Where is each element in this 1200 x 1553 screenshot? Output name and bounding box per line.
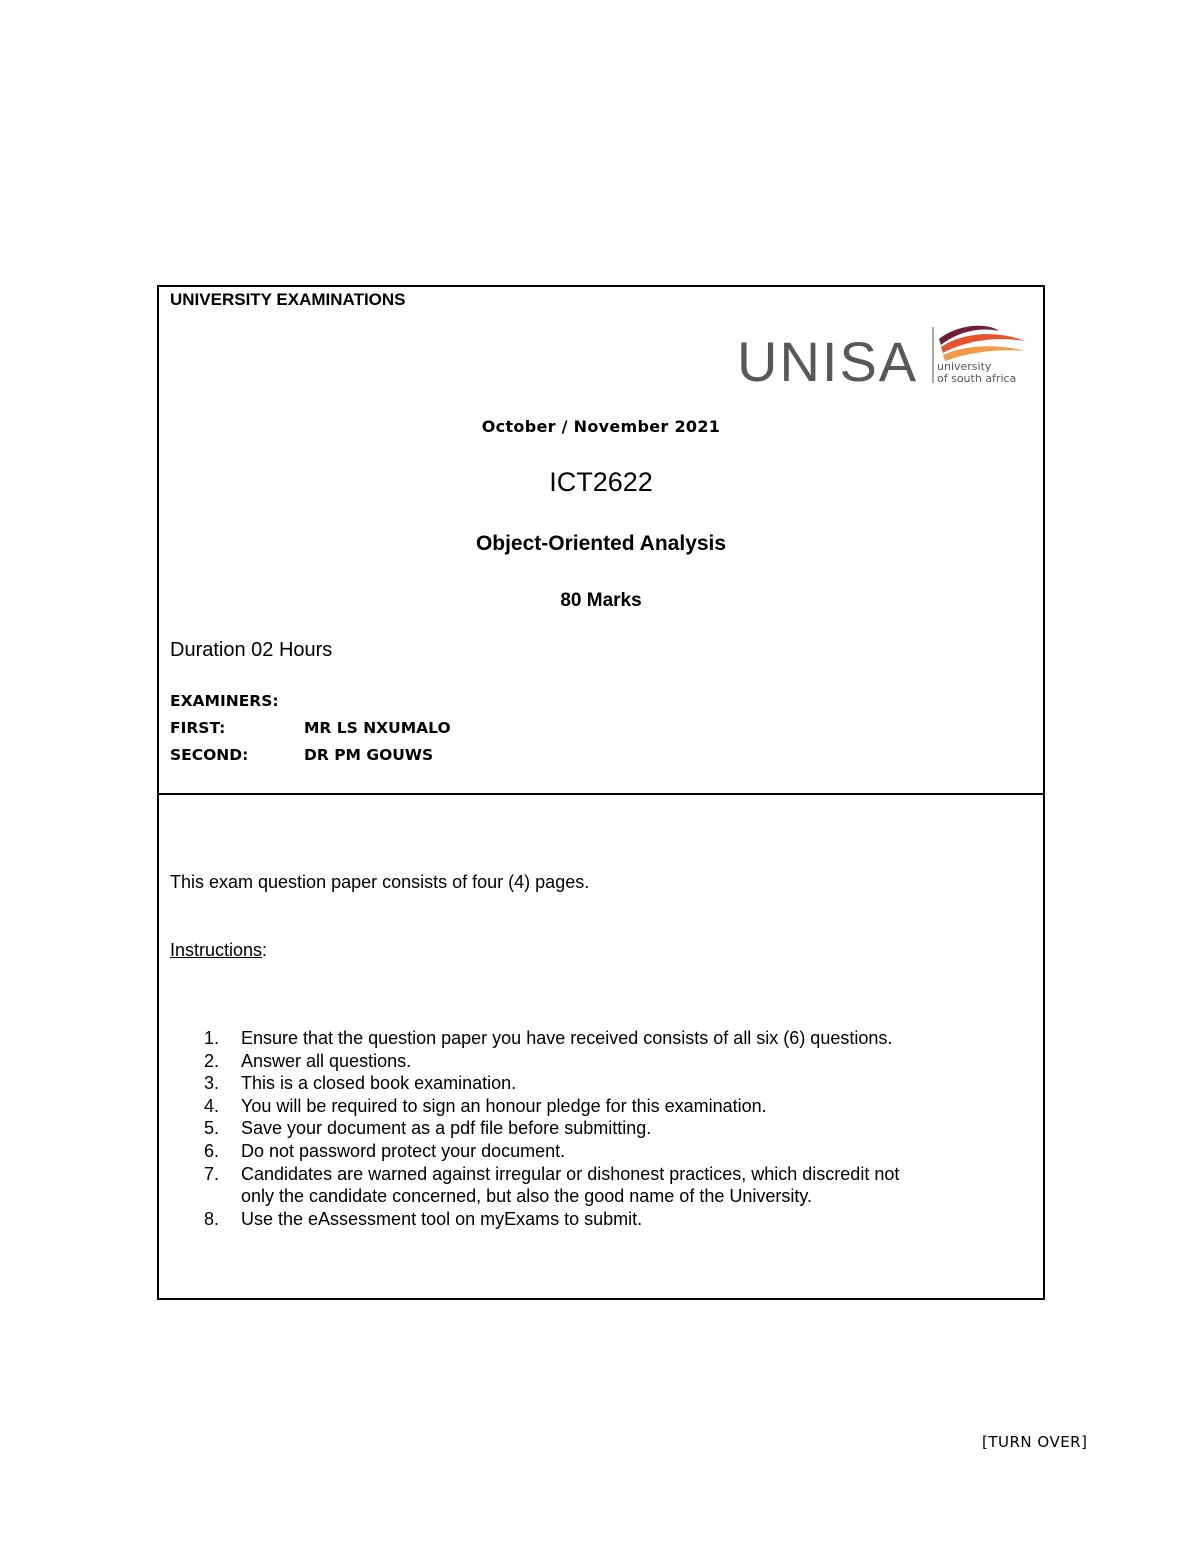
cover-header-section [159,287,1043,795]
instructions-heading-text: Instructions [170,940,263,960]
list-item-number: 5. [204,1118,220,1139]
flame-light-icon [943,346,1025,361]
list-item-text: This is a closed book examination. [241,1073,517,1094]
second-examiner-label: SECOND: [170,746,249,764]
total-marks: 80 Marks [560,590,642,611]
module-code: ICT2622 [549,467,653,497]
unisa-logo [737,317,1029,389]
list-item [204,1140,1041,1163]
list-item-text: Do not password protect your document. [241,1140,566,1161]
instructions-list [204,1027,1041,1230]
instructions-section [159,795,1043,1298]
logo-tagline-2: of south africa [937,372,1017,385]
list-item-number: 7. [204,1163,220,1184]
list-item-text: Candidates are warned against irregular or dishonest practices, which discredit not [241,1163,900,1184]
list-item-number: 3. [204,1073,220,1094]
module-title: Object-Oriented Analysis [475,532,727,555]
examiners-heading: EXAMINERS: [170,692,279,710]
instructions-heading [170,940,267,961]
list-item-text: Save your document as a pdf file before submitting. [241,1118,652,1139]
list-item-text: Answer all questions. [241,1050,412,1071]
list-item-text-continued: only the candidate concerned, but also the good name of the University. [241,1186,813,1207]
turn-over-note: [TURN OVER] [982,1433,1088,1451]
list-item-number: 8. [204,1208,220,1229]
logo-wordmark: UNISA [737,330,919,389]
exam-session: October / November 2021 [481,417,721,436]
exam-cover-frame [157,285,1045,1300]
list-item [204,1027,1041,1050]
list-item-number: 1. [204,1028,220,1048]
first-examiner-label: FIRST: [170,719,226,737]
list-item-text: Use the eAssessment tool on myExams to submit. [241,1208,643,1229]
org-heading: UNIVERSITY EXAMINATIONS [170,290,406,309]
list-item-text: You will be required to sign an honour pledge for this examination. [241,1095,767,1116]
list-item [204,1208,1041,1231]
second-examiner-name: DR PM GOUWS [304,746,434,764]
list-item-number: 2. [204,1050,220,1071]
list-item [204,1117,1041,1140]
list-item-text: Ensure that the question paper you have received consists of all six (6) questions. [241,1028,893,1048]
exam-duration: Duration 02 Hours [170,639,333,661]
logo-tagline-1: university [937,360,992,373]
list-item [204,1095,1041,1118]
page-count-note: This exam question paper consists of four (4) pages. [170,872,590,892]
list-item [204,1072,1041,1095]
list-item-number: 6. [204,1140,220,1161]
list-item [204,1163,1041,1208]
instructions-heading-colon: : [262,940,268,960]
list-item [204,1050,1041,1073]
first-examiner-name: MR LS NXUMALO [304,719,451,737]
list-item-number: 4. [204,1095,220,1116]
